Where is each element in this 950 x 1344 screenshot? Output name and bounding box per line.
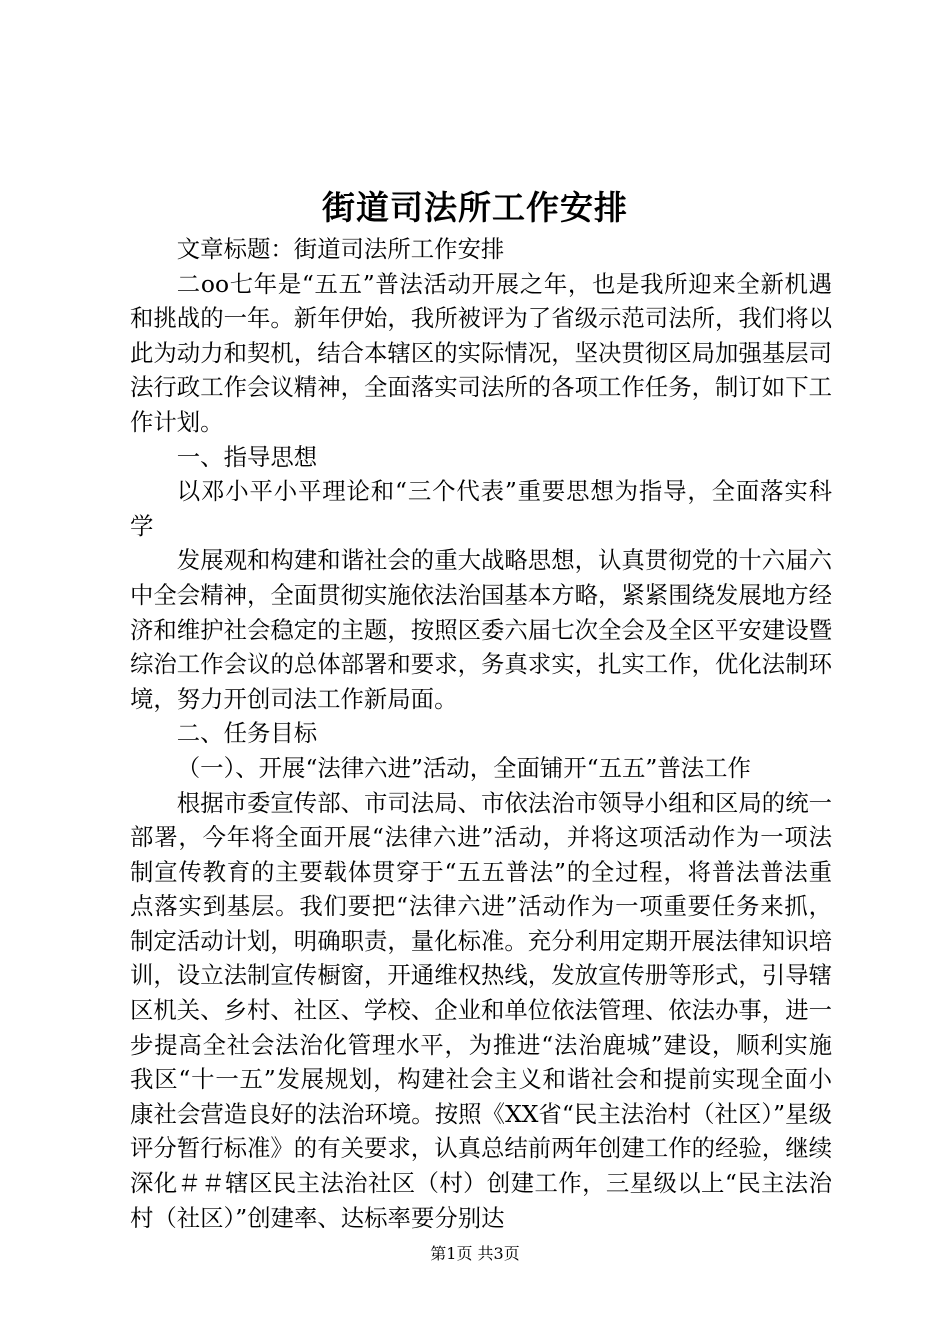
page-footer: 第1页 共3页 — [430, 1244, 520, 1263]
paragraph: 以邓小平小平理论和“三个代表”重要思想为指导，全面落实科学 — [130, 477, 832, 540]
paragraph: 发展观和构建和谐社会的重大战略思想，认真贯彻党的十六届六中全会精神，全面贯彻实施依法治国基本方略，紧紧围绕发展地方经济和维护社会稳定的主题，按照区委六届七次全会及全区平安建设暨综治工作会议的总体部署和要求，务真求实，扎实工作，优化法制环境，努力开创司法工作新局面。 — [130, 546, 832, 713]
article-title-line: 文章标题：街道司法所工作安排 — [176, 235, 505, 263]
section-heading-guiding-ideology: 一、指导思想 — [176, 442, 318, 471]
intro-paragraph: 二oo七年是“五五”普法活动开展之年，也是我所迎来全新机遇和挑战的一年。新年伊始，我所被评为了省级示范司法所，我们将以此为动力和契机，结合本辖区的实际情况，坚决贯彻区局加强基层司法行政工作会议精神，全面落实司法所的各项工作任务，制订如下工作计划。 — [130, 269, 832, 436]
paragraph: 根据市委宣传部、市司法局、市依法治市领导小组和区局的统一部署，今年将全面开展“法律六进”活动，并将这项活动作为一项法制宣传教育的主要载体贯穿于“五五普法”的全过程，将普法普法重点落实到基层。我们要把“法律六进”活动作为一项重要任务来抓，制定活动计划，明确职责，量化标准。充分利用定期开展法律知识培训，设立法制宣传橱窗，开通维权热线，发放宣传册等形式，引导辖区机关、乡村、社区、学校、企业和单位依法管理、依法办事，进一步提高全社会法治化管理水平，为推进“法治鹿城”建设，顺利实施我区“十一五”发展规划，构建社会主义和谐社会和提前实现全面小康社会营造良好的法治环境。按照《XX省“民主法治村（社区）”星级评分暂行标准》的有关要求，认真总结前两年创建工作的经验，继续深化＃＃辖区民主法治社区（村）创建工作，三星级以上“民主法治村（社区）”创建率、达标率要分别达 — [130, 788, 832, 1232]
subsection-heading: （一）、开展“法律六进”活动，全面铺开“五五”普法工作 — [176, 753, 751, 782]
document-title: 街道司法所工作安排 — [322, 188, 628, 227]
document-body — [130, 232, 832, 1235]
section-heading-task-goals: 二、任务目标 — [176, 719, 318, 748]
